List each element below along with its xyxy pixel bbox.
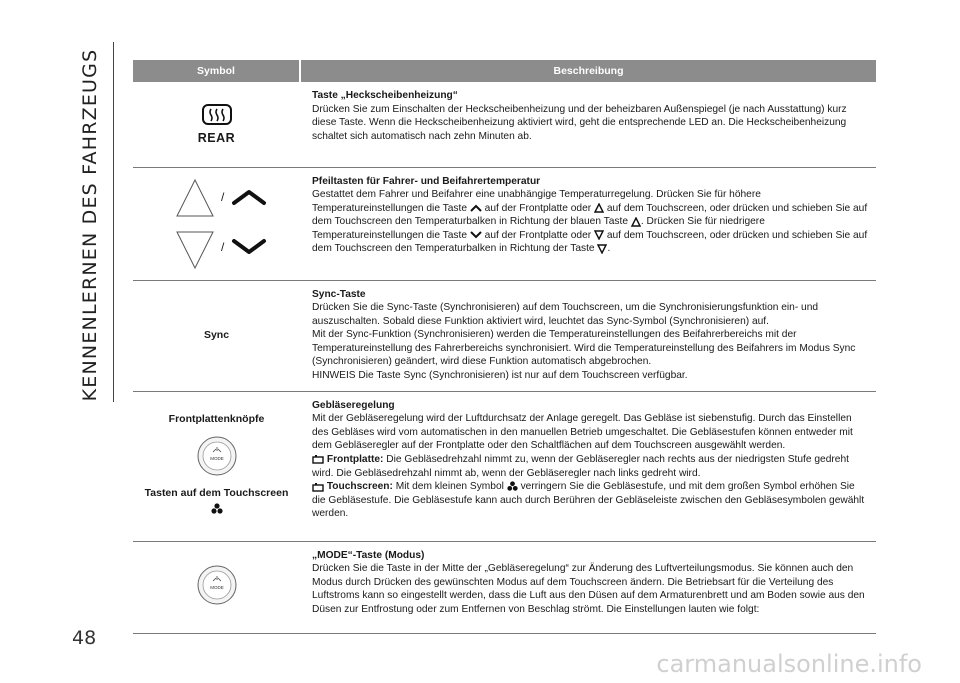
touchscreen-symbol-icon <box>312 482 324 492</box>
row-title: Sync-Taste <box>312 288 366 300</box>
front-knobs-label: Frontplattenknöpfe <box>168 412 265 425</box>
rear-label: REAR <box>197 130 236 145</box>
row-text: Touchscreen: Mit dem kleinen Symbol verringern Sie die Gebläsestufe, und mit dem großen Symbol erhöhen Sie die Gebläsestufe. Die Gebläsestufe kann auch durch Berühren der Gebläseleiste zwischen den Gebläsesymbolen gewählt werden. <box>312 481 865 520</box>
page-number: 48 <box>72 627 97 649</box>
row-text: Frontplatte: Die Gebläsedrehzahl nimmt zu, wenn der Gebläseregler nach rechts aus der niedrigsten Stufe gedreht wird. Die Gebläsedrehzahl nimmt ab, wenn der Gebläseregler nach links gedreht wird. <box>312 454 849 479</box>
slash-separator: / <box>221 189 225 204</box>
blower-knob-icon <box>196 435 238 482</box>
description-cell <box>300 391 876 541</box>
header-symbol: Symbol <box>133 60 300 82</box>
row-text: Gestattet dem Fahrer und Beifahrer eine unabhängige Temperaturregelung. Drücken Sie für höhere Temperatureinstellungen die Taste auf der Frontplatte oder auf dem Touchscreen, oder drücken und schieben Sie auf dem Touchscreen den Temperaturbalken in Richtung der blauen Taste . Drücken Sie für niedrigere Temperatureinstellungen die Taste auf der Frontplatte oder auf dem Touchscreen, oder drücken und schieben Sie auf dem Touchscreen den Temperaturbalken in Richtung der Taste . <box>312 189 868 255</box>
description-cell <box>300 167 876 280</box>
side-rule <box>113 42 114 402</box>
row-text: Drücken Sie die Taste in der Mitte der „Gebläseregelung“ zur Änderung des Luftverteilungsmodus. Sie können auch den Modus durch Drücken des gewünschten Modus auf dem Touchscreen ändern. Die Betriebsart für die Verteilung des Luftstroms kann so eingestellt werden, dass die Luft aus den Düsen auf dem Armaturenbrett und am Boden sowie aus den Düsen zur Entfrostung oder zum Entfernen von Beschlag strömt. Die Einstellungen lauten wie folgt: <box>312 563 865 616</box>
chevron-down-icon <box>470 231 482 239</box>
blower-knob-icon <box>196 564 238 611</box>
table-row <box>133 167 876 280</box>
chevron-up-icon <box>470 204 482 212</box>
knob-symbol-icon <box>312 454 324 464</box>
row-title: Taste „Heckscheibenheizung“ <box>312 90 458 101</box>
control-spec-table <box>133 60 876 634</box>
triangle-down-icon <box>594 230 604 240</box>
table-row <box>133 280 876 391</box>
fan-icon <box>507 481 518 492</box>
svg-text:MODE: MODE <box>209 455 224 461</box>
row-text: Drücken Sie die Sync-Taste (Synchronisieren) auf dem Touchscreen, um die Synchronisierungsfunktion ein- und auszuschalten. Sobald diese Funktion aktiviert wird, leuchtet das Sync-Symbol (Synchronisieren) auf. <box>312 302 819 327</box>
description-cell <box>300 280 876 391</box>
row-title: Pfeiltasten für Fahrer- und Beifahrertemperatur <box>312 175 541 187</box>
header-description: Beschreibung <box>300 60 876 82</box>
chapter-side-title: KENNENLERNEN DES FAHRZEUGS <box>79 48 101 402</box>
symbol-cell <box>133 82 300 167</box>
watermark: carmanualsonline.info <box>656 650 922 678</box>
sync-label: Sync <box>203 328 230 341</box>
triangle-down-icon <box>597 244 607 254</box>
row-title: Gebläseregelung <box>312 399 395 411</box>
touchscreen-buttons-label: Tasten auf dem Touchscreen <box>144 487 289 500</box>
row-text: Mit der Gebläseregelung wird der Luftdurchsatz der Anlage geregelt. Das Gebläse ist siebenstufig. Durch das Einstellen des Gebläses wird vom automatischen in den manuellen Betrieb umgeschaltet. Die Gebläsestufen können entweder mit dem Gebläseregler auf der Frontplatte oder den Schaltflächen auf dem Touchscreen ausgewählt werden. <box>312 413 853 452</box>
row-note: HINWEIS Die Taste Sync (Synchronisieren) ist nur auf dem Touchscreen verfügbar. <box>312 370 688 382</box>
table-row <box>133 391 876 541</box>
table-header-row <box>133 60 876 82</box>
triangle-up-icon <box>175 178 215 218</box>
rear-defrost-icon <box>137 103 296 132</box>
fan-icon <box>137 503 296 520</box>
symbol-cell <box>133 167 300 280</box>
row-text: Mit der Sync-Funktion (Synchronisieren) werden die Temperatureinstellungen des Beifahrerbereichs mit der Temperatureinstellung des Fahrerbereichs synchronisiert. Wird die Temperatureinstellung des Beifahrers im Modus Sync (Synchronisieren) geändert, wird diese Funktion automatisch abgebrochen. <box>312 329 856 368</box>
triangle-up-icon <box>631 217 641 227</box>
chevron-down-icon <box>231 238 267 256</box>
row-title: „MODE“-Taste (Modus) <box>312 549 425 561</box>
triangle-down-icon <box>175 230 215 270</box>
description-cell <box>300 82 876 167</box>
row-text: Drücken Sie zum Einschalten der Heckscheibenheizung und der beheizbaren Außenspiegel (je nach Ausstattung) kurz diese Taste. Wenn die Heckscheibenheizung aktiviert wird, geht die entsprechende LED an. Die Heckscheibenheizung schaltet sich automatisch nach zehn Minuten ab. <box>312 103 847 142</box>
triangle-up-icon <box>594 203 604 213</box>
chevron-up-icon <box>231 188 267 206</box>
table-row <box>133 82 876 167</box>
svg-text:MODE: MODE <box>209 584 224 590</box>
symbol-cell <box>133 541 300 633</box>
slash-separator: / <box>221 239 225 254</box>
symbol-cell <box>133 391 300 541</box>
table-row <box>133 541 876 633</box>
symbol-cell <box>133 280 300 391</box>
description-cell <box>300 541 876 633</box>
